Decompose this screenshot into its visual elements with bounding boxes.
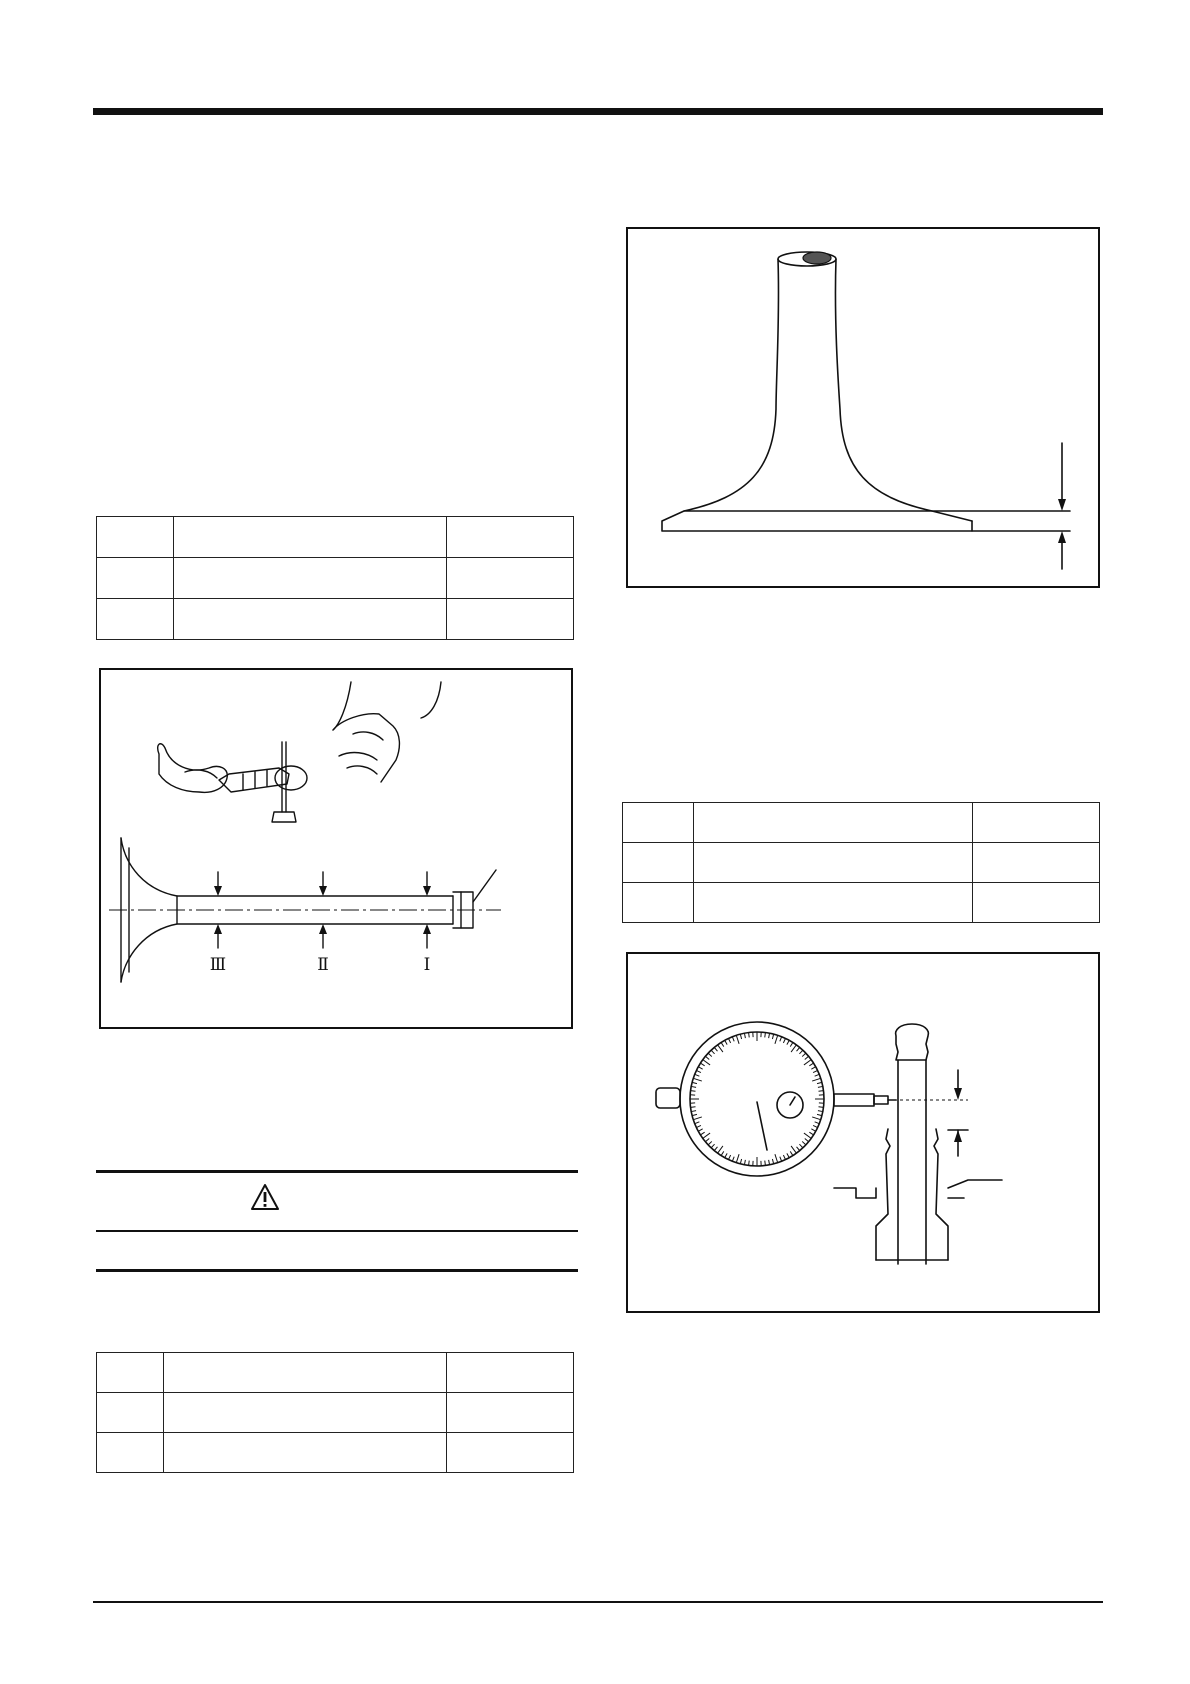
- dial-tick: [802, 1141, 806, 1144]
- right-hand-finger: [347, 766, 377, 774]
- table-cell: [623, 883, 694, 923]
- arrowhead: [1058, 499, 1066, 511]
- table-cell: [164, 1393, 447, 1433]
- table-row: [623, 803, 1100, 843]
- arrowhead: [214, 924, 222, 934]
- arrowhead: [423, 924, 431, 934]
- table-cell: [97, 517, 174, 558]
- dial-gauge-bezel: [680, 1022, 834, 1176]
- header-rule: [93, 108, 1103, 115]
- table-cell: [97, 1353, 164, 1393]
- table-cell: [97, 558, 174, 599]
- dial-tick: [691, 1086, 696, 1087]
- table-row: [97, 517, 574, 558]
- table-cell: [97, 599, 174, 640]
- figure-valve-head-margin: [626, 227, 1100, 588]
- arrowhead: [319, 886, 327, 896]
- table-row: [97, 1393, 574, 1433]
- stem-tip-hatch: [803, 252, 831, 264]
- table-cell: [447, 558, 574, 599]
- dial-tick: [809, 1132, 813, 1135]
- table-cell: [623, 843, 694, 883]
- dial-tick: [804, 1133, 811, 1138]
- caution-rule-middle: [96, 1230, 578, 1232]
- table-cell: [973, 843, 1100, 883]
- table-cell: [694, 843, 973, 883]
- dial-tick: [791, 1146, 796, 1153]
- dial-tick: [744, 1033, 745, 1038]
- dial-tick: [780, 1037, 782, 1042]
- right-hand-finger: [339, 753, 377, 760]
- dial-tick: [700, 1132, 704, 1135]
- dial-tick: [696, 1070, 701, 1072]
- table-cell: [447, 1393, 574, 1433]
- dial-tick: [711, 1050, 714, 1054]
- dial-tick: [725, 1040, 727, 1044]
- dial-tick: [790, 1151, 793, 1155]
- dial-tick: [695, 1074, 700, 1076]
- dial-tick: [736, 1035, 739, 1044]
- dial-tick: [811, 1067, 815, 1069]
- table-cell: [447, 517, 574, 558]
- dial-tick: [819, 1107, 824, 1108]
- table-row: [623, 843, 1100, 883]
- arrowhead: [214, 886, 222, 896]
- dial-tick: [705, 1139, 709, 1142]
- dial-tick: [728, 1155, 730, 1160]
- dial-tick: [691, 1091, 696, 1092]
- table-row: [97, 599, 574, 640]
- dial-tick: [815, 1074, 820, 1076]
- table-cell: [97, 1433, 164, 1473]
- dial-tick: [728, 1038, 730, 1043]
- dial-tick: [721, 1151, 724, 1155]
- left-hand: [158, 744, 228, 793]
- dial-tick: [749, 1033, 750, 1038]
- dial-tick: [765, 1161, 766, 1166]
- valve-stem-bottom: [121, 924, 453, 982]
- dial-tick: [691, 1111, 696, 1112]
- dial-tick: [703, 1060, 710, 1065]
- spec-table-bottom-left: [96, 1352, 574, 1473]
- dial-tick: [692, 1082, 697, 1083]
- gauge-back-lug: [656, 1088, 680, 1108]
- dial-tick: [811, 1129, 815, 1131]
- dial-tick: [805, 1139, 809, 1142]
- dial-gauge-face: [690, 1032, 824, 1166]
- table-cell: [174, 599, 447, 640]
- dial-tick: [815, 1122, 820, 1124]
- dial-gauge-subneedle: [790, 1097, 795, 1105]
- dial-gauge-diagram: [628, 954, 1098, 1311]
- dial-tick: [818, 1111, 823, 1112]
- table-cell: [973, 803, 1100, 843]
- table-cell: [447, 599, 574, 640]
- table-cell: [623, 803, 694, 843]
- dial-tick: [817, 1114, 822, 1115]
- dial-tick: [787, 1153, 789, 1157]
- figure-valve-guide-clearance: [626, 952, 1100, 1313]
- dial-tick: [725, 1153, 727, 1157]
- gauge-contact-point: [874, 1096, 888, 1104]
- warning-triangle-icon: [250, 1183, 280, 1211]
- table-cell: [447, 1433, 574, 1473]
- micrometer-body: [219, 768, 289, 792]
- arrowhead: [1058, 531, 1066, 543]
- valve-stem-top: [121, 838, 453, 896]
- dial-tick: [819, 1091, 824, 1092]
- valve-stem-tip: [896, 1024, 929, 1060]
- table-cell: [973, 883, 1100, 923]
- dial-tick: [813, 1125, 818, 1127]
- dial-tick: [812, 1117, 821, 1120]
- dial-tick: [769, 1160, 770, 1165]
- dial-tick: [797, 1147, 800, 1151]
- arrowhead: [423, 886, 431, 896]
- dial-tick: [693, 1117, 702, 1120]
- dial-tick: [802, 1053, 806, 1056]
- label-position-iii: Ⅲ: [209, 955, 227, 975]
- dial-tick: [772, 1034, 773, 1039]
- dial-tick: [703, 1133, 710, 1138]
- dial-tick: [797, 1047, 800, 1051]
- table-row: [97, 1433, 574, 1473]
- left-hand-finger: [185, 770, 217, 778]
- dial-tick: [772, 1159, 773, 1164]
- dial-tick: [732, 1037, 734, 1042]
- dial-tick: [740, 1034, 741, 1039]
- caution-rule-bottom: [96, 1269, 578, 1272]
- spec-table-mid-right: [622, 802, 1100, 923]
- dial-tick: [799, 1144, 802, 1148]
- dial-tick: [708, 1141, 712, 1144]
- dial-tick: [765, 1033, 766, 1038]
- table-cell: [174, 558, 447, 599]
- spec-table-top-left: [96, 516, 574, 640]
- right-hand-finger: [353, 732, 383, 740]
- valve-left-profile: [662, 259, 972, 531]
- dial-gauge-needle: [757, 1102, 767, 1150]
- valve-head-diagram: [628, 229, 1098, 586]
- dial-tick: [695, 1122, 700, 1124]
- dial-tick: [791, 1045, 796, 1052]
- dial-tick: [698, 1129, 702, 1131]
- dial-tick: [783, 1155, 785, 1160]
- caution-rule-top: [96, 1170, 578, 1173]
- held-valve-head: [272, 812, 296, 822]
- dial-tick: [805, 1056, 809, 1059]
- footer-rule: [93, 1601, 1103, 1603]
- cylinder-head-right: [948, 1180, 1002, 1188]
- table-row: [97, 558, 574, 599]
- dial-tick: [744, 1160, 745, 1165]
- dial-tick: [693, 1078, 702, 1081]
- dial-tick: [775, 1154, 778, 1163]
- dial-tick: [804, 1060, 811, 1065]
- table-cell: [164, 1433, 447, 1473]
- dial-tick: [769, 1033, 770, 1038]
- dial-tick: [708, 1053, 712, 1056]
- valve-right-profile: [835, 259, 972, 521]
- cylinder-head-left: [834, 1188, 876, 1198]
- dial-tick: [714, 1047, 717, 1051]
- valve-guide-right: [934, 1129, 948, 1260]
- dial-tick: [718, 1146, 723, 1153]
- gauge-spindle-sleeve: [834, 1094, 874, 1106]
- dial-tick: [783, 1038, 785, 1043]
- arrowhead: [319, 924, 327, 934]
- label-position-i: Ⅰ: [423, 955, 431, 975]
- dial-tick: [736, 1154, 739, 1163]
- table-cell: [694, 803, 973, 843]
- dial-tick: [799, 1050, 802, 1054]
- dial-tick: [775, 1035, 778, 1044]
- dial-tick: [817, 1082, 822, 1083]
- dial-tick: [700, 1063, 704, 1066]
- right-hand: [333, 714, 399, 782]
- table-row: [97, 1353, 574, 1393]
- dial-tick: [711, 1144, 714, 1148]
- micrometer-frame: [275, 766, 307, 790]
- dial-tick: [698, 1067, 702, 1069]
- table-row: [623, 883, 1100, 923]
- dial-tick: [813, 1070, 818, 1072]
- dial-tick: [721, 1042, 724, 1046]
- table-cell: [174, 517, 447, 558]
- dial-tick: [718, 1045, 723, 1052]
- tip-leader: [473, 870, 496, 902]
- figure-valve-stem-diameter: [99, 668, 573, 1029]
- table-cell: [694, 883, 973, 923]
- arrowhead: [954, 1088, 962, 1100]
- dial-tick: [732, 1157, 734, 1162]
- table-cell: [97, 1393, 164, 1433]
- dial-tick: [787, 1040, 789, 1044]
- arrowhead: [954, 1130, 962, 1142]
- label-position-ii: Ⅱ: [317, 955, 329, 975]
- dial-tick: [818, 1086, 823, 1087]
- dial-tick: [691, 1107, 696, 1108]
- dial-tick: [696, 1125, 701, 1127]
- valve-guide-left: [876, 1129, 890, 1260]
- dial-tick: [714, 1147, 717, 1151]
- dial-tick: [790, 1042, 793, 1046]
- valve-stem-diagram: [101, 670, 571, 1027]
- dial-tick: [809, 1063, 813, 1066]
- table-cell: [164, 1353, 447, 1393]
- dial-tick: [705, 1056, 709, 1059]
- dial-tick: [692, 1114, 697, 1115]
- dial-tick: [740, 1159, 741, 1164]
- dial-tick: [812, 1078, 821, 1081]
- sleeve-line: [421, 682, 441, 718]
- dial-tick: [749, 1161, 750, 1166]
- dial-tick: [780, 1157, 782, 1162]
- table-cell: [447, 1353, 574, 1393]
